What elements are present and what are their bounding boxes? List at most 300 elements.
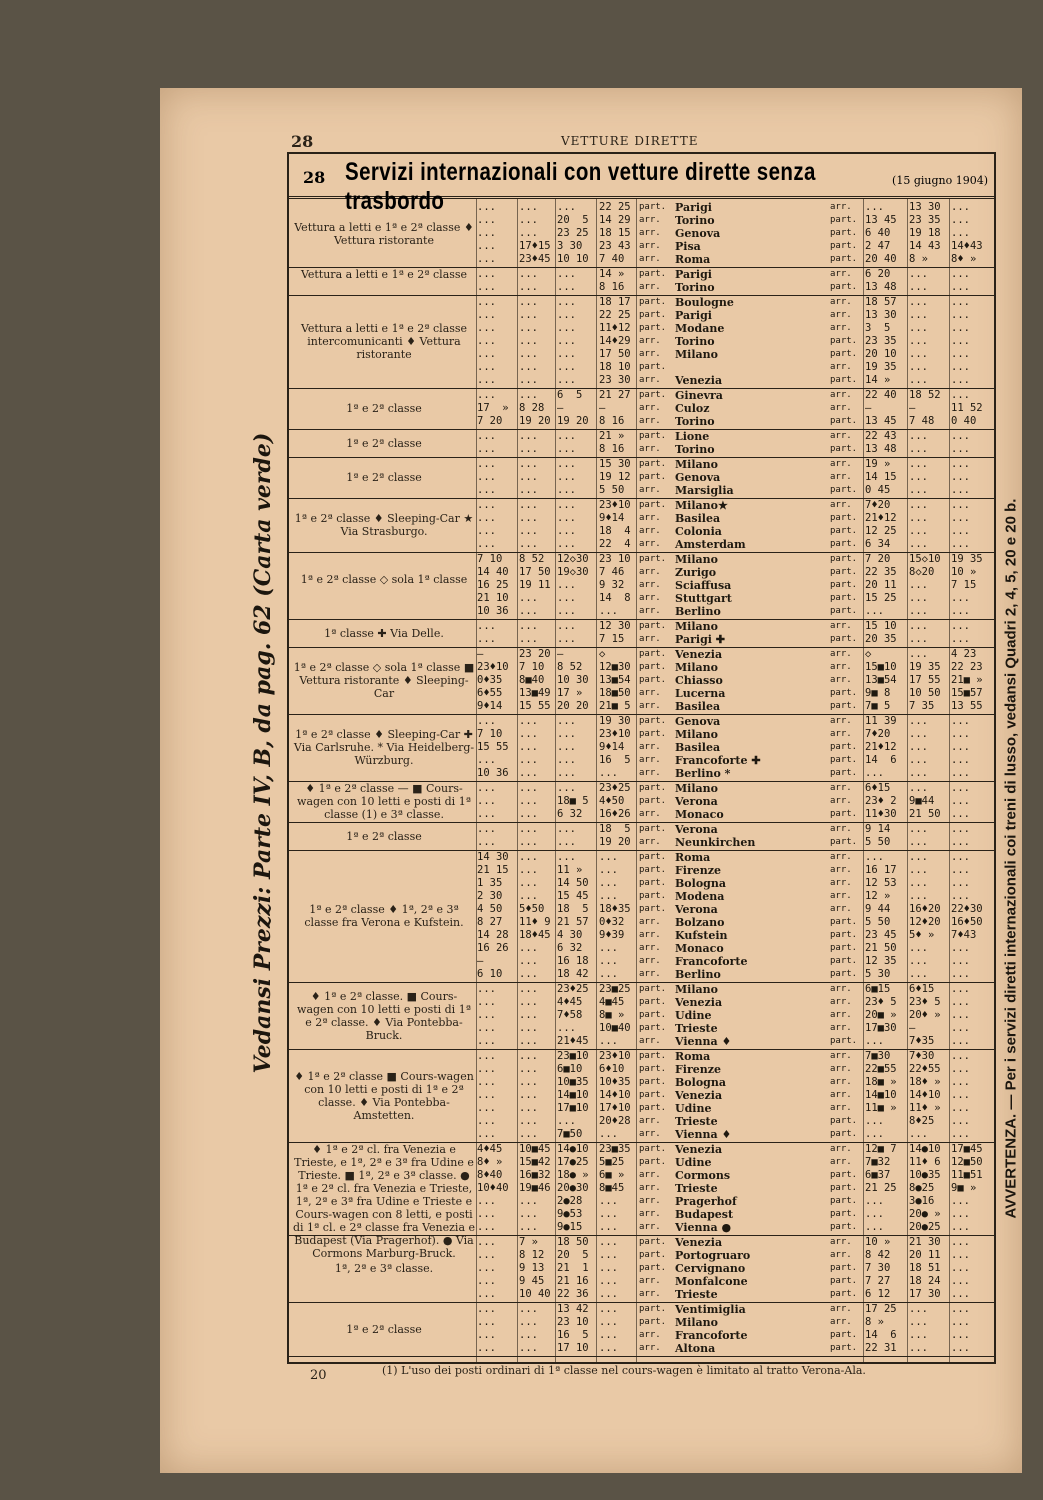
- time-cell: ...: [519, 1009, 538, 1021]
- time-cell: 6♦55: [477, 687, 503, 699]
- time-cell: arr.: [639, 1196, 661, 1206]
- time-cell: ...: [557, 715, 576, 727]
- time-cell: 6 32: [557, 942, 583, 954]
- station-name: Monfalcone: [675, 1275, 748, 1288]
- time-cell: ...: [951, 484, 970, 496]
- station-name: Milano: [675, 661, 718, 674]
- time-cell: part.: [639, 390, 667, 400]
- time-cell: part.: [639, 716, 667, 726]
- time-cell: ...: [477, 458, 496, 470]
- time-cell: ...: [519, 1208, 538, 1220]
- schedule-row: [477, 1342, 994, 1355]
- schedule-row: [477, 1262, 994, 1275]
- time-cell: 15◇10: [909, 553, 941, 565]
- time-cell: ...: [557, 374, 576, 386]
- station-name: Venezia: [675, 1236, 723, 1249]
- time-cell: ...: [519, 890, 538, 902]
- time-cell: 9 32: [599, 579, 625, 591]
- time-cell: part.: [639, 662, 667, 672]
- time-cell: ...: [519, 1303, 538, 1315]
- time-cell: 10■40: [599, 1022, 631, 1034]
- time-cell: ...: [909, 620, 928, 632]
- service-block: [289, 552, 994, 620]
- time-cell: ...: [477, 1303, 496, 1315]
- station-name: Pisa: [675, 240, 701, 253]
- schedule-row: [477, 929, 994, 942]
- station-name: Milano: [675, 348, 718, 361]
- schedule-row: [477, 968, 994, 981]
- time-cell: 19 18: [909, 227, 941, 239]
- time-cell: ...: [477, 1022, 496, 1034]
- schedule-row: [477, 700, 994, 713]
- time-cell: ...: [557, 592, 576, 604]
- time-cell: part.: [830, 1196, 858, 1206]
- time-cell: 16♦20: [909, 903, 941, 915]
- time-cell: 8 16: [599, 281, 625, 293]
- schedule-lines: [477, 430, 994, 456]
- station-name: Venezia: [675, 374, 723, 387]
- station-name: Vienna ♦: [675, 1035, 732, 1048]
- time-cell: 7■30: [865, 1050, 891, 1062]
- time-cell: 17 30: [909, 1288, 941, 1300]
- schedule-lines: [477, 851, 994, 981]
- time-cell: 18 57: [865, 296, 897, 308]
- time-cell: 22■55: [865, 1063, 897, 1075]
- time-cell: part.: [830, 742, 858, 752]
- schedule-lines: [477, 389, 994, 428]
- time-cell: ...: [951, 1342, 970, 1354]
- time-cell: 6 20: [865, 268, 891, 280]
- time-cell: ...: [951, 525, 970, 537]
- station-name: Roma: [675, 851, 711, 864]
- time-cell: ...: [477, 1208, 496, 1220]
- time-cell: ...: [951, 296, 970, 308]
- time-cell: 6♦15: [909, 983, 935, 995]
- schedule-row: [477, 525, 994, 538]
- time-cell: part.: [830, 485, 858, 495]
- service-block: [289, 498, 994, 553]
- time-cell: 20■ »: [865, 1009, 897, 1021]
- schedule-row: [477, 240, 994, 253]
- time-cell: 12◇30: [557, 553, 589, 565]
- time-cell: 20 10: [865, 348, 897, 360]
- time-cell: ...: [951, 1316, 970, 1328]
- time-cell: part.: [830, 336, 858, 346]
- schedule-row: [477, 1221, 994, 1234]
- station-name: Boulogne: [675, 296, 734, 309]
- time-cell: 4 23: [951, 648, 977, 660]
- schedule-row: [477, 620, 994, 633]
- time-cell: 19◇30: [557, 566, 589, 578]
- time-cell: ...: [599, 1195, 618, 1207]
- time-cell: 14♦10: [599, 1089, 631, 1101]
- time-cell: 10 40: [519, 1288, 551, 1300]
- time-cell: ...: [557, 633, 576, 645]
- time-cell: ...: [599, 1329, 618, 1341]
- time-cell: 17 25: [865, 1303, 897, 1315]
- time-cell: 5 30: [865, 968, 891, 980]
- time-cell: arr.: [639, 742, 661, 752]
- time-cell: 23 35: [909, 214, 941, 226]
- schedule-row: [477, 335, 994, 348]
- time-cell: ...: [951, 1303, 970, 1315]
- time-cell: —: [909, 1022, 916, 1034]
- schedule-lines: [477, 553, 994, 618]
- schedule-lines: [477, 648, 994, 713]
- station-name: Trieste: [675, 1288, 718, 1301]
- time-cell: 17■10: [557, 1102, 589, 1114]
- time-cell: arr.: [639, 1209, 661, 1219]
- time-cell: arr.: [830, 662, 852, 672]
- time-cell: ...: [477, 1009, 496, 1021]
- time-cell: ...: [477, 499, 496, 511]
- time-cell: ...: [477, 1063, 496, 1075]
- time-cell: 14♦10: [909, 1089, 941, 1101]
- time-cell: ...: [519, 864, 538, 876]
- time-cell: ...: [951, 633, 970, 645]
- time-cell: ...: [519, 361, 538, 373]
- time-cell: arr.: [830, 459, 852, 469]
- time-cell: ...: [519, 484, 538, 496]
- time-cell: ...: [519, 227, 538, 239]
- time-cell: arr.: [830, 878, 852, 888]
- time-cell: arr.: [639, 634, 661, 644]
- time-cell: ...: [557, 851, 576, 863]
- time-cell: ...: [599, 1128, 618, 1140]
- time-cell: ...: [477, 1221, 496, 1233]
- time-cell: ...: [865, 605, 884, 617]
- time-cell: ...: [519, 471, 538, 483]
- service-label: ♦ 1ª e 2ª cl. fra Venezia e Trieste, e 1ª, 2ª e 3ª fra Udine e Trieste. ■ 1ª, 2ª e 3ª classe. ● 1ª e 2ª cl. fra Venezia e Trieste, 1ª, 2ª e 3ª fra Udine e Trieste e Cours-wagen con 8 letti, e posti di 1ª cl. e 2ª classe fra Venezia e Budapest (Via Pragerhof). ● Via Cormons Marburg-Bruck.: [293, 1143, 476, 1260]
- schedule-row: [477, 402, 994, 415]
- time-cell: 14●10: [557, 1143, 589, 1155]
- time-cell: part.: [639, 865, 667, 875]
- time-cell: 15■42: [519, 1156, 551, 1168]
- time-cell: ...: [865, 767, 884, 779]
- time-cell: ...: [519, 1128, 538, 1140]
- schedule-row: [477, 1288, 994, 1301]
- time-cell: ...: [519, 754, 538, 766]
- time-cell: 18 42: [557, 968, 589, 980]
- station-name: Milano: [675, 728, 718, 741]
- time-cell: 19 »: [865, 458, 891, 470]
- time-cell: ...: [519, 1089, 538, 1101]
- time-cell: ...: [951, 782, 970, 794]
- schedule-row: [477, 227, 994, 240]
- station-name: Torino: [675, 281, 715, 294]
- station-name: Torino: [675, 443, 715, 456]
- time-cell: arr.: [639, 1170, 661, 1180]
- time-cell: 20 5: [557, 214, 589, 226]
- time-cell: part.: [830, 1116, 858, 1126]
- time-cell: ◇: [599, 648, 606, 660]
- schedule-row: [477, 322, 994, 335]
- time-cell: 23 45: [865, 929, 897, 941]
- time-cell: 14♦29: [599, 335, 631, 347]
- time-cell: 6 5: [557, 389, 583, 401]
- time-cell: part.: [639, 878, 667, 888]
- time-cell: ...: [557, 728, 576, 740]
- station-name: Trieste: [675, 1022, 718, 1035]
- time-cell: arr.: [830, 852, 852, 862]
- time-cell: ...: [599, 968, 618, 980]
- table-number: 28: [303, 168, 326, 187]
- time-cell: ...: [951, 605, 970, 617]
- station-name: Culoz: [675, 402, 710, 415]
- time-cell: ...: [519, 968, 538, 980]
- time-cell: ...: [909, 471, 928, 483]
- time-cell: 17■45: [951, 1143, 983, 1155]
- station-name: Verona: [675, 903, 718, 916]
- time-cell: 7♦58: [557, 1009, 583, 1021]
- time-cell: 21♦45: [557, 1035, 589, 1047]
- time-cell: ...: [599, 851, 618, 863]
- time-cell: 23 10: [557, 1316, 589, 1328]
- time-cell: 0 40: [951, 415, 977, 427]
- schedule-row: [477, 1249, 994, 1262]
- time-cell: 21■ »: [951, 674, 983, 686]
- time-cell: 15 55: [477, 741, 509, 753]
- schedule-row: [477, 1076, 994, 1089]
- schedule-row: [477, 253, 994, 266]
- time-cell: ...: [477, 1262, 496, 1274]
- time-cell: ...: [519, 309, 538, 321]
- time-cell: ...: [477, 808, 496, 820]
- time-cell: part.: [639, 323, 667, 333]
- station-name: Torino: [675, 415, 715, 428]
- time-cell: 21■ 5: [599, 700, 631, 712]
- time-cell: 7♦20: [865, 728, 891, 740]
- time-cell: 8 52: [519, 553, 545, 565]
- time-cell: ...: [599, 1316, 618, 1328]
- time-cell: part.: [639, 472, 667, 482]
- time-cell: ...: [909, 864, 928, 876]
- time-cell: ...: [519, 741, 538, 753]
- time-cell: arr.: [830, 984, 852, 994]
- schedule-row: [477, 512, 994, 525]
- station-name: Venezia: [675, 1143, 723, 1156]
- time-cell: ...: [557, 1115, 576, 1127]
- station-name: Venezia: [675, 996, 723, 1009]
- time-cell: ...: [951, 1102, 970, 1114]
- schedule-row: [477, 1156, 994, 1169]
- time-cell: ...: [477, 782, 496, 794]
- time-cell: 8♦ »: [477, 1156, 503, 1168]
- time-cell: part.: [830, 943, 858, 953]
- time-cell: part.: [830, 1343, 858, 1353]
- time-cell: arr.: [639, 254, 661, 264]
- time-cell: ...: [519, 620, 538, 632]
- time-cell: part.: [639, 1103, 667, 1113]
- time-cell: 2 30: [477, 890, 503, 902]
- time-cell: arr.: [639, 1183, 661, 1193]
- station-name: Milano: [675, 1316, 718, 1329]
- time-cell: 7 10: [477, 728, 503, 740]
- schedule-row: [477, 1063, 994, 1076]
- time-cell: 4 50: [477, 903, 503, 915]
- time-cell: 13 30: [865, 309, 897, 321]
- time-cell: ...: [909, 322, 928, 334]
- time-cell: ...: [909, 1303, 928, 1315]
- time-cell: arr.: [830, 310, 852, 320]
- time-cell: 23♦ 5: [909, 996, 941, 1008]
- time-cell: part.: [830, 554, 858, 564]
- service-label: 1ª e 2ª classe: [346, 402, 422, 415]
- time-cell: 8●25: [909, 1182, 935, 1194]
- schedule-row: [477, 1182, 994, 1195]
- left-side-note: Vedansi Prezzi: Parte IV, B, da pag. 62 (Carta verde): [250, 432, 276, 1074]
- time-cell: arr.: [830, 891, 852, 901]
- station-name: Pragerhof: [675, 1195, 737, 1208]
- time-cell: 12♦20: [909, 916, 941, 928]
- station-name: Venezia: [675, 648, 723, 661]
- service-label: ♦ 1ª e 2ª classe — ■ Cours-wagen con 10 letti e posti di 1ª classe (1) e 3ª classe.: [297, 782, 471, 821]
- time-cell: ...: [477, 240, 496, 252]
- time-cell: ...: [951, 836, 970, 848]
- time-cell: 23♦25: [557, 983, 589, 995]
- time-cell: ...: [519, 605, 538, 617]
- time-cell: ...: [951, 499, 970, 511]
- time-cell: 11 »: [557, 864, 583, 876]
- time-cell: ...: [909, 782, 928, 794]
- time-cell: part.: [639, 675, 667, 685]
- time-cell: ...: [519, 443, 538, 455]
- time-cell: 1 35: [477, 877, 503, 889]
- station-name: Chiasso: [675, 674, 723, 687]
- time-cell: arr.: [639, 1036, 661, 1046]
- time-cell: part.: [639, 796, 667, 806]
- time-cell: ...: [477, 268, 496, 280]
- time-cell: part.: [830, 701, 858, 711]
- time-cell: ...: [519, 201, 538, 213]
- time-cell: ...: [519, 942, 538, 954]
- time-cell: ...: [557, 458, 576, 470]
- time-cell: 11■51: [951, 1169, 983, 1181]
- service-label: Vettura a letti e 1ª e 2ª classe intercomunicanti ♦ Vettura ristorante: [300, 322, 468, 361]
- time-cell: ...: [477, 1050, 496, 1062]
- schedule-row: [477, 415, 994, 428]
- time-cell: 13 48: [865, 281, 897, 293]
- time-cell: ...: [951, 996, 970, 1008]
- time-cell: arr.: [639, 526, 661, 536]
- time-cell: part.: [830, 241, 858, 251]
- time-cell: 7 27: [865, 1275, 891, 1287]
- time-cell: arr.: [639, 768, 661, 778]
- time-cell: ...: [519, 296, 538, 308]
- time-cell: part.: [830, 1289, 858, 1299]
- time-cell: ...: [477, 823, 496, 835]
- time-cell: ...: [519, 281, 538, 293]
- time-cell: 18 17: [599, 296, 631, 308]
- time-cell: ...: [865, 1128, 884, 1140]
- schedule-row: [477, 566, 994, 579]
- time-cell: 7■50: [557, 1128, 583, 1140]
- time-cell: arr.: [639, 1330, 661, 1340]
- time-cell: ...: [599, 1208, 618, 1220]
- time-cell: 13■54: [599, 674, 631, 686]
- time-cell: 7 46: [599, 566, 625, 578]
- time-cell: —: [557, 648, 564, 660]
- time-cell: 0 45: [865, 484, 891, 496]
- schedule-row: [477, 1089, 994, 1102]
- time-cell: arr.: [830, 500, 852, 510]
- time-cell: ...: [599, 1303, 618, 1315]
- time-cell: ...: [519, 955, 538, 967]
- time-cell: ...: [951, 728, 970, 740]
- time-cell: ...: [909, 877, 928, 889]
- service-block: [289, 619, 994, 648]
- time-cell: 14 »: [599, 268, 625, 280]
- time-cell: arr.: [830, 1051, 852, 1061]
- time-cell: 5♦50: [519, 903, 545, 915]
- station-name: Bologna: [675, 877, 726, 890]
- time-cell: part.: [639, 1023, 667, 1033]
- station-name: Monaco: [675, 942, 724, 955]
- time-cell: ...: [599, 605, 618, 617]
- time-cell: arr.: [639, 809, 661, 819]
- time-cell: 10♦40: [477, 1182, 509, 1194]
- time-cell: part.: [830, 917, 858, 927]
- time-cell: 17♦15: [519, 240, 551, 252]
- time-cell: ...: [519, 808, 538, 820]
- station-name: Colonia: [675, 525, 722, 538]
- time-cell: 23♦25: [599, 782, 631, 794]
- schedule-row: [477, 648, 994, 661]
- time-cell: ...: [519, 823, 538, 835]
- time-cell: 21♦12: [865, 741, 897, 753]
- time-cell: arr.: [830, 1304, 852, 1314]
- time-cell: ...: [519, 877, 538, 889]
- schedule-row: [477, 1022, 994, 1035]
- time-cell: ...: [951, 1195, 970, 1207]
- time-cell: part.: [639, 997, 667, 1007]
- time-cell: ...: [909, 648, 928, 660]
- time-cell: 11♦12: [599, 322, 631, 334]
- time-cell: ...: [519, 322, 538, 334]
- schedule-row: [477, 741, 994, 754]
- time-cell: ...: [865, 851, 884, 863]
- time-cell: ...: [909, 942, 928, 954]
- time-cell: ...: [951, 322, 970, 334]
- station-name: Parigi: [675, 201, 712, 214]
- time-cell: ...: [519, 1022, 538, 1034]
- time-cell: 5♦ »: [909, 929, 935, 941]
- time-cell: 18 10: [599, 361, 631, 373]
- time-cell: ...: [599, 1288, 618, 1300]
- time-cell: part.: [830, 768, 858, 778]
- station-name: Parigi: [675, 309, 712, 322]
- schedule-row: [477, 201, 994, 214]
- time-cell: ...: [909, 538, 928, 550]
- schedule-row: [477, 754, 994, 767]
- time-cell: ...: [557, 767, 576, 779]
- station-name: Bolzano: [675, 916, 725, 929]
- time-cell: ...: [909, 1342, 928, 1354]
- time-cell: part.: [830, 634, 858, 644]
- time-cell: part.: [830, 1276, 858, 1286]
- time-cell: arr.: [830, 323, 852, 333]
- schedule-row: [477, 1195, 994, 1208]
- time-cell: arr.: [830, 1317, 852, 1327]
- time-cell: 4■45: [599, 996, 625, 1008]
- time-cell: ...: [951, 201, 970, 213]
- time-cell: 6 10: [477, 968, 503, 980]
- time-cell: 14 30: [477, 851, 509, 863]
- time-cell: ...: [477, 1316, 496, 1328]
- service-label: 1ª e 2ª classe ♦ 1ª, 2ª e 3ª classe fra Verona e Kufstein.: [304, 903, 464, 929]
- time-cell: 2 47: [865, 240, 891, 252]
- time-cell: ...: [909, 955, 928, 967]
